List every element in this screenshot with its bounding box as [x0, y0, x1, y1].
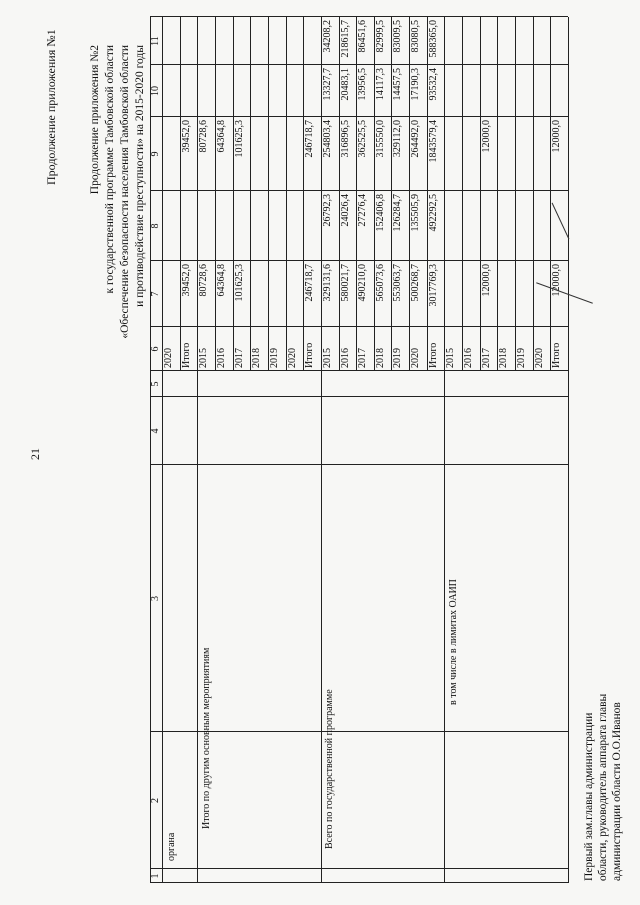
value-cell: 34208,2 [321, 20, 333, 53]
row-line [250, 17, 251, 371]
year-cell: Итого [551, 342, 563, 368]
value-cell: 24026,4 [339, 194, 351, 227]
column-number: 1 [150, 873, 161, 879]
pen-stroke [552, 203, 570, 240]
value-cell: 82999,5 [374, 20, 386, 53]
value-cell: 80728,6 [198, 264, 210, 297]
value-cell: 13327,7 [321, 68, 333, 101]
value-cell: 254803,4 [321, 120, 333, 158]
appendix-header-line: к государственной программе Тамбовской области [104, 45, 116, 294]
row-line [568, 17, 569, 371]
value-cell: 12000,0 [551, 264, 563, 297]
year-cell: 2020 [286, 348, 298, 368]
column-number: 5 [150, 381, 161, 387]
other-measures-label: Итого по другим основным мероприятиям [200, 647, 212, 829]
year-cell: 2018 [374, 348, 386, 368]
value-cell: 93532,4 [427, 68, 439, 101]
signature-line: администрации области О.О.Иванов [611, 702, 623, 881]
value-cell: 39452,0 [180, 264, 192, 297]
year-cell: 2019 [516, 348, 528, 368]
page-number: 21 [28, 448, 42, 460]
value-cell: 13956,5 [357, 68, 369, 101]
program-total-label: Всего по государственной программе [324, 689, 336, 849]
column-number: 11 [150, 36, 161, 46]
appendix-header-line: и противодействие преступности» на 2015-2020 годы [134, 45, 146, 307]
value-cell: 83080,5 [410, 20, 422, 53]
value-cell: 329131,6 [321, 264, 333, 302]
year-cell: 2020 [163, 348, 174, 368]
year-cell: Итого [427, 342, 439, 368]
value-cell: 12000,0 [480, 120, 492, 153]
appendix-header-line: «Обеспечение безопасности населения Тамбовской области [119, 45, 131, 339]
value-cell: 329112,0 [392, 120, 404, 158]
value-cell: 135505,9 [410, 194, 422, 232]
value-cell: 101625,3 [233, 120, 245, 158]
program-table [150, 17, 568, 883]
value-cell: 565073,6 [374, 264, 386, 302]
year-cell: 2015 [198, 348, 210, 368]
value-cell: 17190,3 [410, 68, 422, 101]
column-line [150, 396, 568, 397]
row-line [515, 17, 516, 371]
value-cell: 316896,5 [339, 120, 351, 158]
row-line [268, 17, 269, 371]
year-cell: 2016 [463, 348, 475, 368]
value-cell: 500268,7 [410, 264, 422, 302]
value-cell: 83009,5 [392, 20, 404, 53]
value-cell: 264492,0 [410, 120, 422, 158]
year-cell: 2019 [392, 348, 404, 368]
value-cell: 12000,0 [480, 264, 492, 297]
column-number: 9 [150, 151, 161, 157]
value-cell: 14117,3 [374, 68, 386, 101]
year-cell: 2017 [233, 348, 245, 368]
value-cell: 39452,0 [180, 120, 192, 153]
row-line [533, 17, 534, 371]
continuation-note: Продолжение приложения №1 [44, 29, 58, 185]
value-cell: 490210,0 [357, 264, 369, 302]
column-line [150, 16, 568, 17]
organ-label: органа [165, 832, 177, 861]
value-cell: 64364,8 [215, 120, 227, 153]
column-line [150, 464, 568, 465]
value-cell: 362525,5 [357, 120, 369, 158]
column-line [150, 868, 568, 869]
signature-line: области, руководитель аппарата главы [597, 693, 609, 881]
column-line [150, 370, 568, 371]
value-cell: 218615,7 [339, 20, 351, 58]
column-number: 10 [150, 86, 161, 96]
value-cell: 80728,6 [198, 120, 210, 153]
value-cell: 1843579,4 [427, 120, 439, 163]
value-cell: 64364,8 [215, 264, 227, 297]
year-cell: 2017 [357, 348, 369, 368]
value-cell: 126284,7 [392, 194, 404, 232]
value-cell: 492292,5 [427, 194, 439, 232]
value-cell: 27276,4 [357, 194, 369, 227]
year-cell: 2016 [215, 348, 227, 368]
value-cell: 3017769,3 [427, 264, 439, 307]
value-cell: 246718,7 [304, 120, 316, 158]
column-number: 8 [150, 223, 161, 229]
column-number: 7 [150, 291, 161, 297]
oaip-label: в том числе в лимитах ОАИП [447, 579, 459, 705]
year-cell: 2020 [410, 348, 422, 368]
year-cell: 2017 [480, 348, 492, 368]
year-cell: 2020 [533, 348, 545, 368]
value-cell: 152406,8 [374, 194, 386, 232]
year-cell: Итого [304, 342, 316, 368]
group-line [444, 17, 445, 883]
value-cell: 580021,7 [339, 264, 351, 302]
pen-stroke [536, 282, 593, 303]
row-line [462, 17, 463, 371]
signature-line: Первый зам.главы администрации [583, 712, 595, 881]
value-cell: 315550,0 [374, 120, 386, 158]
column-line [150, 731, 568, 732]
value-cell: 14457,5 [392, 68, 404, 101]
year-cell: 2019 [268, 348, 280, 368]
column-number: 3 [150, 596, 161, 601]
value-cell: 553063,7 [392, 264, 404, 302]
value-cell: 246718,7 [304, 264, 316, 302]
column-line [150, 882, 568, 883]
row-line [286, 17, 287, 371]
year-cell: 2016 [339, 348, 351, 368]
value-cell: 86451,6 [357, 20, 369, 53]
year-cell: 2018 [498, 348, 510, 368]
row-line [497, 17, 498, 371]
value-cell: 101625,3 [233, 264, 245, 302]
column-number: 6 [150, 346, 161, 352]
year-cell: Итого [180, 342, 192, 368]
value-cell: 588365,0 [427, 20, 439, 58]
year-cell: 2015 [321, 348, 333, 368]
value-cell: 26792,3 [321, 194, 333, 227]
year-cell: 2018 [251, 348, 263, 368]
column-number: 4 [150, 428, 161, 434]
value-cell: 20483,1 [339, 68, 351, 101]
value-cell: 12000,0 [551, 120, 563, 153]
row-line [162, 17, 163, 371]
year-cell: 2015 [445, 348, 457, 368]
appendix-header-line: Продолжение приложения №2 [89, 45, 101, 195]
column-number: 2 [150, 798, 161, 803]
signature-block [582, 694, 624, 881]
